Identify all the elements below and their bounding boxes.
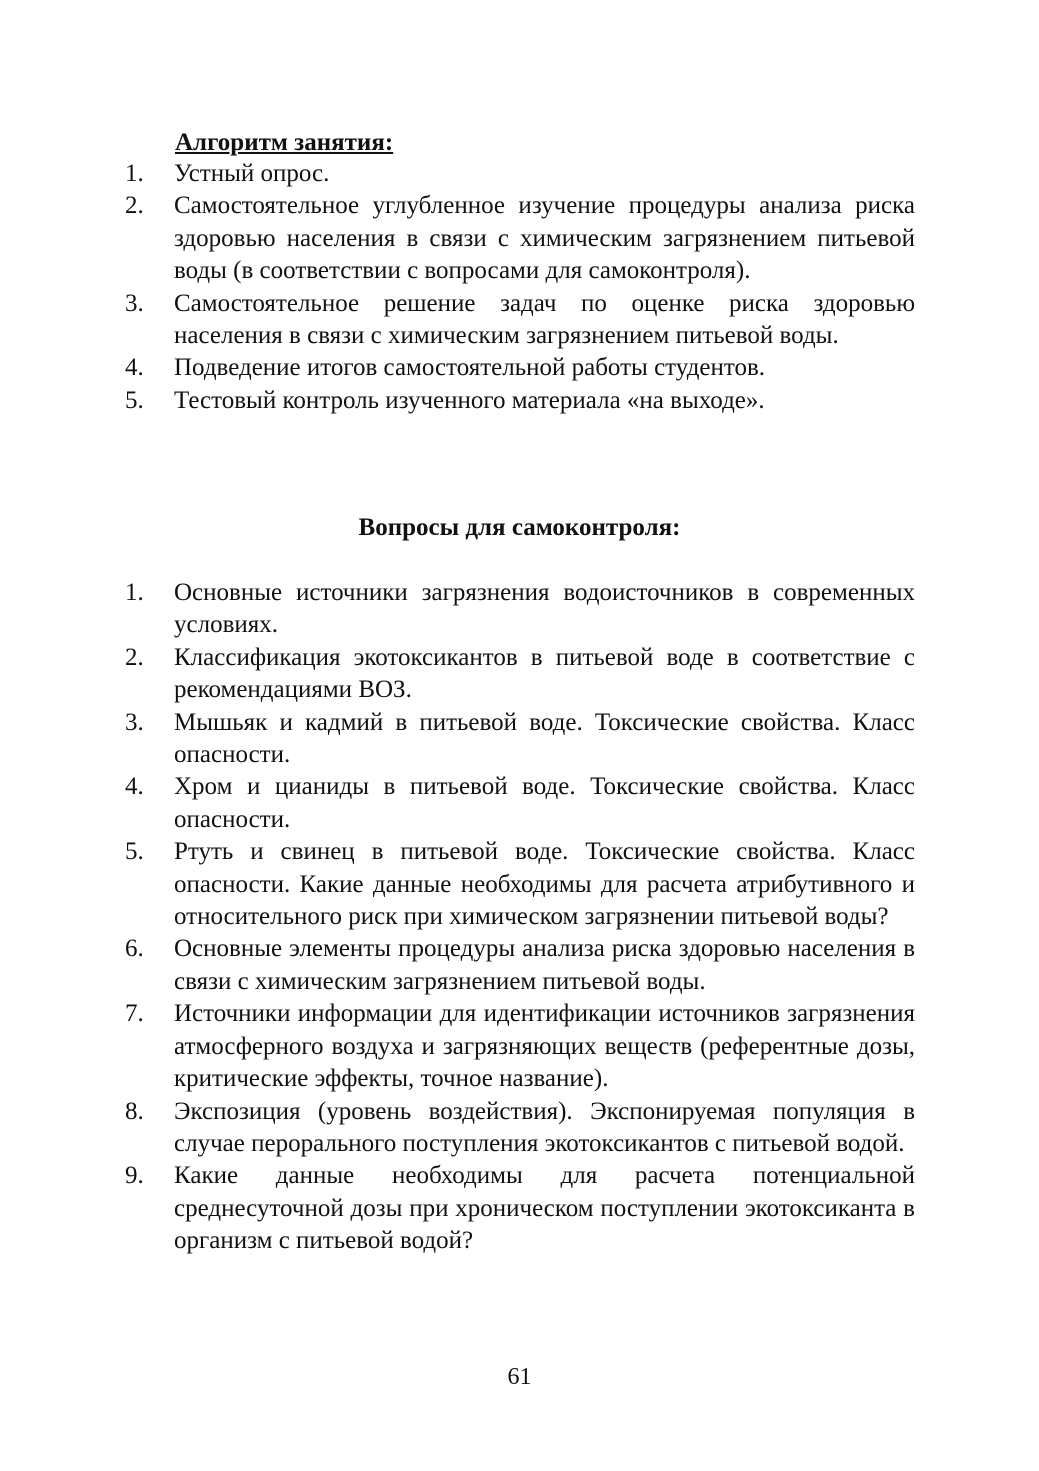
item-number: 5. [125, 838, 144, 866]
list-item [125, 158, 915, 190]
item-text: Самостоятельное решение задач по оценке риска здоровью населения в связи с химическим загрязнением питьевой воды. [174, 289, 915, 350]
questions-heading: Вопросы для самоконтроля: [358, 514, 681, 541]
list-item [125, 836, 915, 933]
list-item [125, 577, 915, 642]
item-number: 1. [125, 579, 144, 606]
item-number: 3. [125, 289, 144, 317]
item-number: 2. [125, 643, 144, 671]
list-item [125, 642, 915, 707]
item-number: 4. [125, 773, 144, 801]
questions-list [125, 577, 915, 1258]
list-item [125, 352, 915, 384]
list-item [125, 707, 915, 772]
list-item [125, 190, 915, 287]
item-text: Тестовый контроль изученного материала «на выходе». [174, 386, 765, 414]
item-text: Источники информации для идентификации источников загрязнения атмосферного воздуха и загрязняющих веществ (референтные дозы, критические эффекты, точное название). [174, 1000, 915, 1093]
item-number: 6. [125, 935, 144, 963]
item-text: Основные источники загрязнения водоисточников в современных условиях. [174, 579, 915, 639]
item-number: 3. [125, 708, 144, 736]
list-item [125, 1096, 915, 1161]
item-number: 8. [125, 1097, 144, 1125]
item-text: Ртуть и свинец в питьевой воде. Токсические свойства. Класс опасности. Какие данные необходимы для расчета атрибутивного и относительного риск при химическом загрязнении питьевой воды? [174, 838, 915, 931]
item-text: Экспозиция (уровень воздействия). Экспонируемая популяция в случае перорального поступления экотоксикантов с питьевой водой. [174, 1097, 915, 1157]
item-text: Самостоятельное углубленное изучение процедуры анализа риска здоровью населения в связи с химическим загрязнением питьевой воды (в соответствии с вопросами для самоконтроля). [174, 192, 915, 285]
item-number: 5. [125, 386, 144, 414]
list-item [125, 1160, 915, 1257]
item-number: 7. [125, 1000, 144, 1028]
item-text: Мышьяк и кадмий в питьевой воде. Токсические свойства. Класс опасности. [174, 708, 915, 769]
item-text: Подведение итогов самостоятельной работы студентов. [174, 354, 766, 382]
item-text: Классификация экотоксикантов в питьевой воде в соответствие с рекомендациями ВОЗ. [174, 643, 915, 704]
page-number: 61 [507, 1364, 532, 1390]
item-number: 4. [125, 354, 144, 382]
item-text: Основные элементы процедуры анализа риска здоровью населения в связи с химическим загрязнением питьевой воды. [174, 935, 915, 995]
list-item [125, 385, 915, 417]
item-text: Хром и цианиды в питьевой воде. Токсические свойства. Класс опасности. [174, 773, 915, 833]
list-item [125, 998, 915, 1095]
item-text: Какие данные необходимы для расчета потенциальной среднесуточной дозы при хроническом поступлении экотоксиканта в организм с питьевой водой? [174, 1162, 915, 1255]
item-number: 2. [125, 192, 144, 220]
list-item [125, 771, 915, 836]
algorithm-heading: Алгоритм занятия: [175, 129, 394, 156]
algorithm-list [125, 158, 915, 417]
item-text: Устный опрос. [174, 160, 330, 187]
item-number: 1. [125, 160, 144, 187]
list-item [125, 933, 915, 998]
item-number: 9. [125, 1162, 144, 1190]
list-item [125, 288, 915, 353]
